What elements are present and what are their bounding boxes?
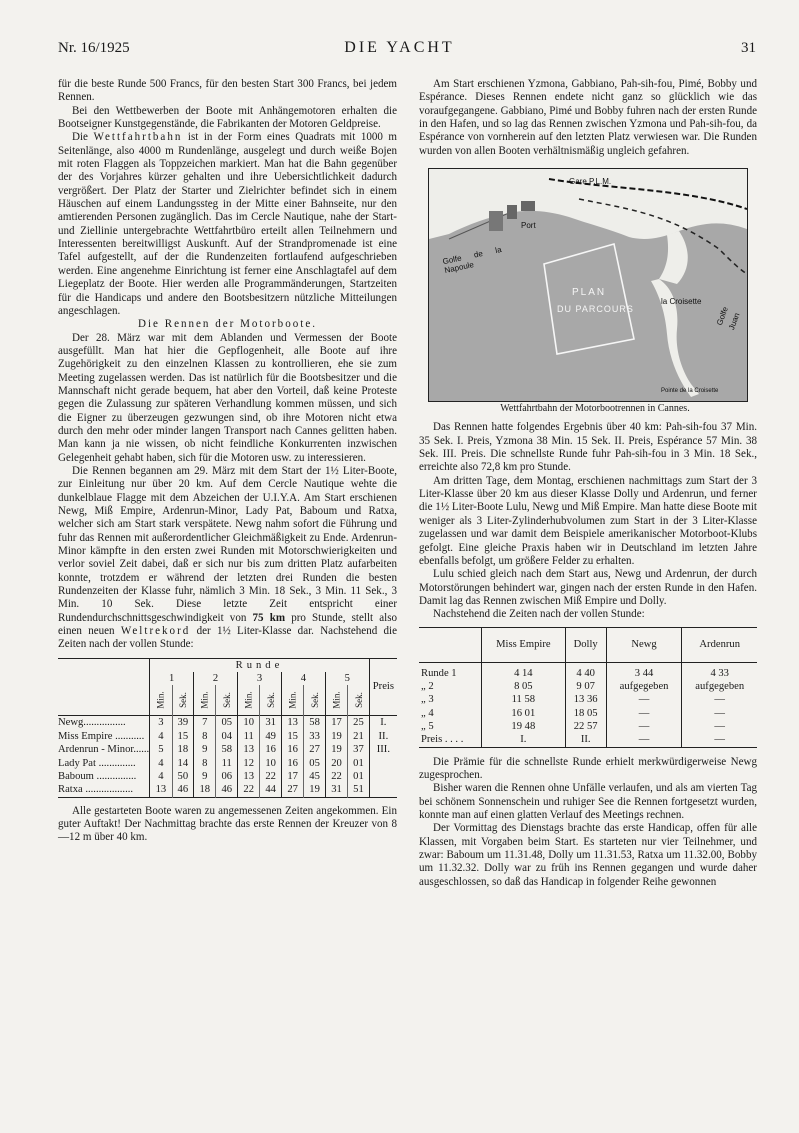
paragraph: Am dritten Tage, dem Montag, erschienen nachmittags zum Start der 3 Liter-Klasse über 20 km aus dieser Klasse Dolly und Ardenrun, und ferner die 1½ Liter-Boote Lulu, Newg und Miß Empire. Man hatte diese Boote mit weniger als 3 Liter-Zylinderhubvolumen zum Start in der 3 Liter-Klasse zugelassen und war damit dem Beispiele amerikanischer Motorboot-Klubs gefolgt. Eine gleiche Praxis haben wir in Deutschland im letzten Jahre ebenfalls befolgt, um größere Felder zu erhalten.	[419, 474, 757, 567]
round-number: 5	[325, 672, 369, 685]
table-row	[419, 720, 757, 733]
time-sek: 14	[172, 757, 194, 770]
time-cell: 3 44	[606, 662, 682, 680]
table-corner	[58, 672, 150, 685]
time-min: 20	[325, 757, 347, 770]
time-min: 4	[150, 757, 172, 770]
paragraph: Bei den Wettbewerben der Boote mit Anhängemotoren erhalten die Bootseigner Kunstgegenstände, die Fabrikanten der Motoren Geldpreise.	[58, 104, 397, 131]
time-min: 16	[281, 757, 303, 770]
time-min: 17	[325, 716, 347, 730]
time-min: 27	[281, 783, 303, 797]
text-run: pro Stunde, stellt also einen neuen	[58, 611, 398, 638]
time-sek: 46	[216, 783, 238, 797]
time-min: 8	[194, 730, 216, 743]
round-number: 2	[194, 672, 238, 685]
paragraph: Das Rennen hatte folgendes Ergebnis über 40 km: Pah-sih-fou 37 Min. 35 Sek. I. Preis, Yzmona 38 Min. 15 Sek. II. Preis, Espérance 57 Min. 38 Sek. III. Preis. Die schnellste Runde fuhr Pah-sih-fou in 3 Min. 18 Sek., erreichte also 72,8 km pro Stunde.	[419, 421, 757, 474]
time-cell: —	[606, 720, 682, 733]
time-min: 17	[281, 770, 303, 783]
preis-header: Preis	[369, 658, 397, 716]
time-sek: 01	[348, 757, 370, 770]
boat-name: Ratxa ..................	[58, 784, 134, 796]
paragraph: Der 28. März war mit dem Ablanden und Vermessen der Boote ausgefüllt. Man hat hier die Gepflogenheit, alle Boote auf ihre Zugehörigkeit zu den einzelnen Klassen zu kontrollieren, ehe sie zum Meeting zugelassen werden. Das ist natürlich für die Bootsbesitzer und die Mannschaft nicht gerade bequem, hat aber den Vorteil, daß keine Proteste gegen die Zulassung zur späteren Verhandlung kommen müssen, und sich die Eigner zu überzeugen gezwungen sind, ob ihre Motoren nicht etwa durch den mehr oder minder langen Transport nach Cannes gelitten haben. Man kann ja nie wissen, ob nicht feindliche Konkurrenten inzwischen Gelegenheit gehabt haben, sich für die Motoren usw. zu interessieren.	[58, 331, 397, 464]
spaced-term: Wettfahrtbahn	[93, 131, 183, 144]
text-run: Die	[72, 131, 88, 144]
time-min: 9	[194, 743, 216, 756]
time-cell: 4 40	[565, 662, 606, 680]
time-min: 31	[325, 783, 347, 797]
time-sek: 27	[304, 743, 326, 756]
boat-name: Miss Empire ...........	[58, 730, 145, 742]
min-subheader	[150, 685, 172, 716]
time-sek: 11	[216, 757, 238, 770]
time-min: 13	[150, 783, 172, 797]
map-label-croisette: la Croisette	[661, 297, 702, 307]
text-run: Die Rennen begannen am 29. März mit dem Start der 1½ Liter-Boote, zur Einleitung nur über 20 km. Auf dem Cercle Nautique wehte die dunkelblaue Flagge mit dem Abzeichen der U.I.Y.A. Am Start erschienen Newg, Miß Empire, Ardenrun-Minor, Lady Pat, Baboum und Ratxa, welcher sich am Start stark verspätete. Newg nahm sofort die Führung und fuhr das Rennen mit außerordentlicher Gleichmäßigkeit zu Ende. Ardenrun-Minor kämpfte in den ersten zwei Runden mit Motorschwierigkeiten und verlor soviel Zeit dabei, daß er sich nur bis zum dritten Platz aufarbeiten konnte, trotzdem er während der letzten drei Runden die besten Rundenzeiten der Klasse fuhr, nämlich 3 Min. 18 Sek., 3 Min. 11 Sek., 3 Min. 10 Sek. Diese letzte Zeit entspricht einer Rundendurchschnittsgeschwindigkeit von	[58, 464, 397, 624]
time-cell: 4 14	[482, 662, 566, 680]
paragraph: für die beste Runde 500 Francs, für den besten Start 300 Francs, bei jedem Rennen.	[58, 78, 397, 104]
time-sek: 51	[348, 783, 370, 797]
time-min: 13	[281, 716, 303, 730]
time-sek: 22	[260, 770, 282, 783]
time-cell: I.	[482, 733, 566, 747]
time-cell: —	[682, 707, 757, 720]
spaced-term: Weltrekord	[120, 625, 191, 638]
time-min: 3	[150, 716, 172, 730]
preis-cell	[369, 783, 397, 797]
subheader-label: Sek.	[353, 692, 364, 709]
subheader-label: Min.	[287, 691, 298, 710]
row-label: „ 3	[421, 694, 434, 706]
results-table-1500	[58, 658, 397, 798]
time-cell: II.	[565, 733, 606, 747]
table-corner	[58, 658, 150, 672]
sek-subheader	[260, 685, 282, 716]
time-sek: 49	[260, 730, 282, 743]
boat-column-header: Dolly	[565, 627, 606, 662]
preis-cell	[369, 770, 397, 783]
round-number: 3	[238, 672, 282, 685]
time-cell: aufgegeben	[606, 680, 682, 693]
boat-name: Baboum ...............	[58, 770, 137, 782]
time-sek: 05	[304, 757, 326, 770]
time-sek: 25	[348, 716, 370, 730]
table-row	[419, 707, 757, 720]
table-row	[419, 680, 757, 693]
table-corner	[419, 627, 482, 662]
time-min: 19	[325, 730, 347, 743]
map-label-gare: Gare P.L.M.	[569, 177, 612, 187]
paragraph: Am Start erschienen Yzmona, Gabbiano, Pah-sih-fou, Pimé, Bobby und Espérance. Dieses Rennen endete nicht ganz so glücklich wie das voraufgegangene. Gabbiano, Pimé und Bobby fuhren nach der ersten Runde in den Hafen, und so lag das Rennen zwischen Yzmona und Pah-sih-fou, da Espérance von vornherein auf den letzten Platz verwiesen war. Die Runden wurden von allen Booten verhältnismäßig ungleich gefahren.	[419, 78, 757, 157]
row-label: „ 5	[421, 720, 434, 732]
row-label: Runde 1	[421, 667, 457, 679]
time-sek: 58	[216, 743, 238, 756]
text-run: ist in der Form eines Quadrats mit 1000 m Seitenlänge, also 4000 m Rundenlänge, ausgelegt und durch weiße Bojen mit roten Flaggen als Toppzeichen markiert. Man hat die Bahn gegenüber der des Vorjahres kürzer gehalten und ihre Uebersichtlichkeit dadurch vergrößert. Der Platz der Starter und Zielrichter befindet sich in einem Häuschen auf einem Landungssteg in der Mitte einer Bahnseite, nur den amtierenden Personen zugänglich. Das im Cercle Nautique, nahe der Start- und Ziellinie untergebrachte Wettfahrtbüro erteilt allen Teilnehmern und Interessenten bereitwilligst Auskunft. Auf der Strandpromenade ist eine Tafel aufgestellt, auf der die Rundenzeiten fortlaufend aufgeschrieben werden. Eine angenehme Einrichtung ist ferner eine Anschlagtafel auf dem Liegeplatz der Boote. Hier werden alle Programmänderungen, Startzeiten für die Handicaps und andere den Bootsbesitzern nützliche Mitteilungen angeschlagen.	[58, 131, 398, 317]
time-min: 7	[194, 716, 216, 730]
boat-name: Lady Pat ..............	[58, 757, 136, 769]
time-cell: —	[606, 693, 682, 706]
results-table-3-liter	[419, 627, 757, 748]
right-column	[419, 78, 757, 889]
round-number: 1	[150, 672, 194, 685]
table-row	[419, 662, 757, 680]
subheader-label: Sek.	[309, 692, 320, 709]
min-subheader	[238, 685, 260, 716]
map-label-golfe-juan: Golfe Juan	[714, 305, 742, 332]
time-min: 12	[238, 757, 260, 770]
row-label: „ 4	[421, 707, 434, 719]
table-row	[58, 716, 397, 730]
time-cell: 13 36	[565, 693, 606, 706]
paragraph: Lulu schied gleich nach dem Start aus, Newg und Ardenrun, der durch Motorstörungen behindert war, gingen nach der ersten Runde in den Hafen. Damit lag das Rennen zwischen Miß Empire und Dolly.	[419, 568, 757, 607]
time-cell: —	[606, 707, 682, 720]
time-sek: 10	[260, 757, 282, 770]
time-sek: 31	[260, 716, 282, 730]
time-min: 10	[238, 716, 260, 730]
min-subheader	[194, 685, 216, 716]
time-cell: 4 33	[682, 662, 757, 680]
time-sek: 05	[216, 716, 238, 730]
table-row	[419, 733, 757, 747]
time-cell: —	[682, 720, 757, 733]
time-sek: 37	[348, 743, 370, 756]
time-cell: 19 48	[482, 720, 566, 733]
time-cell: aufgegeben	[682, 680, 757, 693]
preis-cell	[369, 757, 397, 770]
subheader-label: Sek.	[177, 692, 188, 709]
time-min: 15	[281, 730, 303, 743]
time-cell: 16 01	[482, 707, 566, 720]
subheader-label: Min.	[243, 691, 254, 710]
map-label-port: Port	[521, 221, 536, 231]
round-number: 4	[281, 672, 325, 685]
time-sek: 04	[216, 730, 238, 743]
paragraph: Alle gestarteten Boote waren zu angemessenen Zeiten angekommen. Ein guter Auftakt! Der Nachmittag brachte das erste Rennen der Kreuzer von 8—12 m über 40 km.	[58, 804, 397, 844]
journal-title: DIE YACHT	[344, 39, 455, 56]
time-cell: 11 58	[482, 693, 566, 706]
time-sek: 33	[304, 730, 326, 743]
page-number: 31	[741, 40, 756, 56]
sek-subheader	[172, 685, 194, 716]
time-min: 9	[194, 770, 216, 783]
paragraph: Nachstehend die Zeiten nach der vollen Stunde:	[433, 608, 645, 621]
time-min: 13	[238, 770, 260, 783]
row-label: Preis . . . .	[421, 734, 464, 746]
time-min: 22	[325, 770, 347, 783]
time-cell: 22 57	[565, 720, 606, 733]
map-label-golfe-napoule: Golfe de la Napoule	[441, 245, 503, 276]
sek-subheader	[348, 685, 370, 716]
table-row	[58, 770, 397, 783]
time-sek: 45	[304, 770, 326, 783]
paragraph: Die Prämie für die schnellste Runde erhielt merkwürdigerweise Newg zugesprochen.	[419, 755, 757, 781]
time-sek: 50	[172, 770, 194, 783]
time-sek: 06	[216, 770, 238, 783]
map-label-plan: PLAN	[572, 287, 607, 299]
map-label-parcours: DU PARCOURS	[557, 304, 634, 315]
boat-name: Newg................	[58, 716, 150, 730]
time-sek: 18	[172, 743, 194, 756]
time-cell: 18 05	[565, 707, 606, 720]
time-cell: —	[682, 693, 757, 706]
table-row	[58, 757, 397, 770]
subheader-label: Min.	[155, 691, 166, 710]
time-min: 16	[281, 743, 303, 756]
sek-subheader	[216, 685, 238, 716]
issue-number: Nr. 16/1925	[58, 40, 130, 56]
time-min: 22	[238, 783, 260, 797]
time-cell: 9 07	[565, 680, 606, 693]
sek-subheader	[304, 685, 326, 716]
time-cell: 8 05	[482, 680, 566, 693]
boat-column-header: Ardenrun	[682, 627, 757, 662]
time-sek: 58	[304, 716, 326, 730]
min-subheader	[281, 685, 303, 716]
paragraph: Bisher waren die Rennen ohne Unfälle verlaufen, und als am vierten Tag bei schönem Sonnenschein und ruhiger See die Rennen fortgesetzt wurden, konnte man auf einen glatten Verlauf des Meetings rechnen.	[419, 782, 757, 821]
table-row	[58, 730, 397, 743]
course-map	[428, 168, 748, 402]
runde-header: Runde	[150, 658, 370, 672]
min-subheader	[325, 685, 347, 716]
time-sek: 15	[172, 730, 194, 743]
time-sek: 21	[348, 730, 370, 743]
time-min: 8	[194, 757, 216, 770]
time-min: 19	[325, 743, 347, 756]
table-row	[58, 783, 397, 797]
time-sek: 46	[172, 783, 194, 797]
time-min: 11	[238, 730, 260, 743]
boat-column-header: Newg	[606, 627, 682, 662]
boat-column-header: Miss Empire	[482, 627, 566, 662]
table-row	[419, 693, 757, 706]
table-corner	[58, 685, 150, 716]
time-min: 13	[238, 743, 260, 756]
text-run: der 1½ Liter-Klasse dar. Nachstehend die Zeiten nach der vollen Stunde:	[58, 625, 398, 651]
figure-caption: Wettfahrtbahn der Motorbootrennen in Cannes.	[500, 403, 690, 415]
time-sek: 16	[260, 743, 282, 756]
time-sek: 19	[304, 783, 326, 797]
time-min: 5	[150, 743, 172, 756]
boat-name: Ardenrun - Minor......	[58, 744, 150, 756]
bold-term: 75 km	[252, 611, 286, 624]
course-map-drawing	[429, 169, 747, 401]
time-min: 18	[194, 783, 216, 797]
time-min: 4	[150, 730, 172, 743]
time-sek: 01	[348, 770, 370, 783]
row-label: „ 2	[421, 680, 434, 692]
paragraph: Der Vormittag des Dienstags brachte das erste Handicap, offen für alle Klassen, mit Vorgaben beim Start. Es starteten nur vier Teilnehmer, und zwar: Baboum um 11.31.48, Dolly um 11.31.53, Ratxa um 11.32.00, Bobby um 11.32.32. Dolly war zu früh ins Rennen gegangen und wurde daher ausgeschlossen, so daß das Handicap in folgender Reihe gewonnen	[419, 822, 757, 888]
paragraph	[58, 131, 397, 318]
table-row	[58, 743, 397, 756]
left-column	[58, 78, 397, 845]
subheader-label: Sek.	[265, 692, 276, 709]
subheader-label: Sek.	[221, 692, 232, 709]
map-label-pointe: Pointe de la Croisette	[661, 388, 719, 395]
time-sek: 39	[172, 716, 194, 730]
subheader-label: Min.	[199, 691, 210, 710]
course-map-figure	[419, 168, 757, 415]
preis-cell: II.	[369, 730, 397, 743]
preis-cell: III.	[369, 743, 397, 756]
time-cell: —	[682, 733, 757, 747]
time-min: 4	[150, 770, 172, 783]
paragraph	[58, 465, 397, 652]
time-cell: —	[606, 733, 682, 747]
time-sek: 44	[260, 783, 282, 797]
preis-cell: I.	[369, 716, 397, 730]
section-heading: Die Rennen der Motorboote.	[137, 318, 317, 331]
subheader-label: Min.	[331, 691, 342, 710]
